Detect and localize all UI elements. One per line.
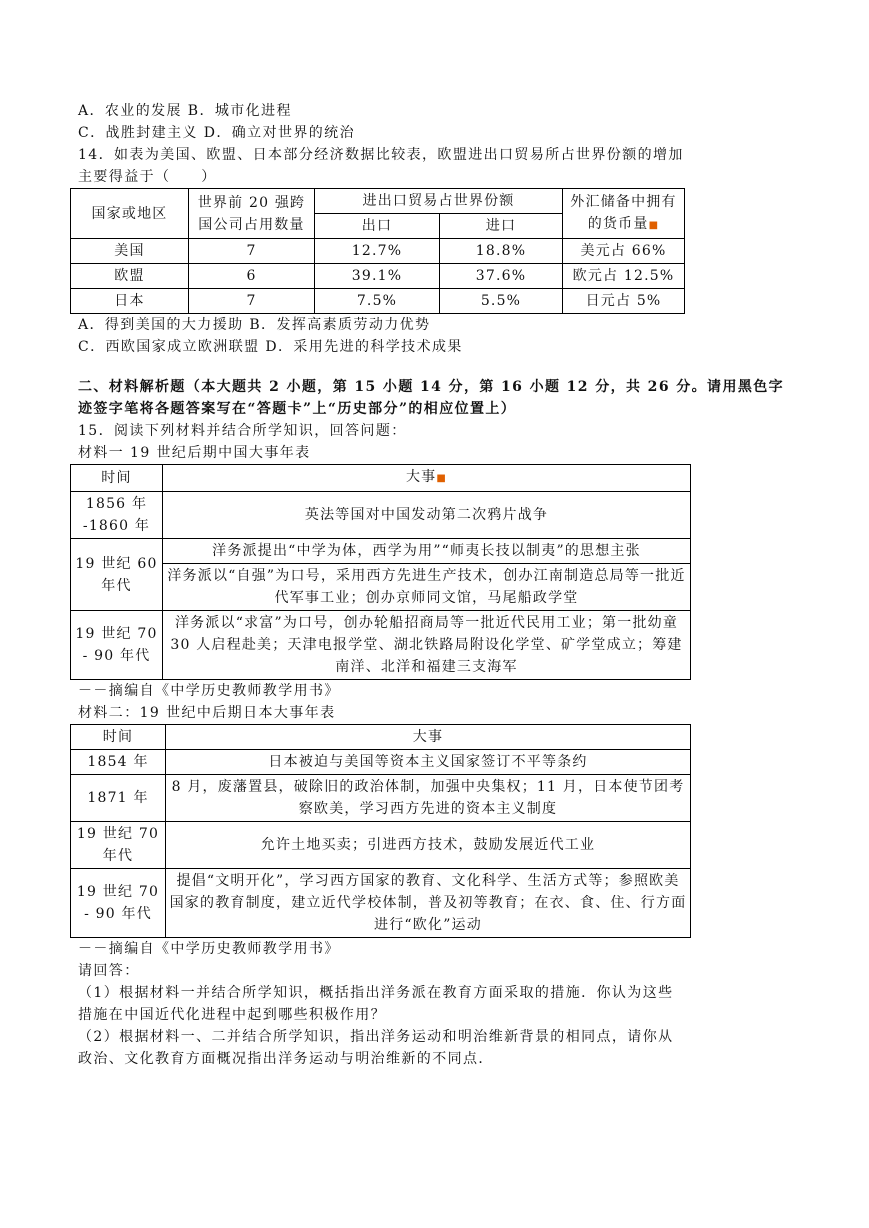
cell-event: 提倡“文明开化”，学习西方国家的教育、文化科学、生活方式等；参照欧美国家的教育制度，建立近代学校体制，普及初等教育；在衣、食、住、行方面进行“欧化”运动 xyxy=(166,869,691,938)
cell-time: 1854 年 xyxy=(71,750,166,775)
header-time: 时间 xyxy=(71,725,166,750)
header-trade-share: 进出口贸易占世界份额 xyxy=(315,189,563,214)
cell-time: 19 世纪 70 - 90 年代 xyxy=(71,611,163,680)
cell-reserve: 日元占 5% xyxy=(563,289,685,314)
header-reserve: 外汇储备中拥有的货币量■ xyxy=(563,189,685,239)
economic-data-table xyxy=(70,188,685,314)
cell-reserve: 美元占 66% xyxy=(563,239,685,264)
material-2-title: 材料二：19 世纪中后期日本大事年表 xyxy=(78,705,336,721)
table-row xyxy=(71,869,691,938)
cell-top20: 6 xyxy=(189,264,315,289)
cell-event: 8 月，废藩置县，破除旧的政治体制，加强中央集权；11 月，日本使节团考察欧美，学习西方先进的资本主义制度 xyxy=(166,775,691,822)
header-top20: 世界前 20 强跨国公司占用数量 xyxy=(189,189,315,239)
table-row xyxy=(71,775,691,822)
table-row xyxy=(71,750,691,775)
table-row xyxy=(71,239,685,264)
document-page xyxy=(75,100,798,1070)
table-row xyxy=(71,611,691,680)
cell-event: 英法等国对中国发动第二次鸦片战争 xyxy=(163,492,691,539)
header-region: 国家或地区 xyxy=(71,189,189,239)
cell-import: 18.8% xyxy=(440,239,563,264)
cell-event: 洋务派以“求富”为口号，创办轮船招商局等一批近代民用工业；第一批幼童 30 人启程赴美；天津电报学堂、湖北铁路局附设化学堂、矿学堂成立；筹建南洋、北洋和福建三支海军 xyxy=(163,611,691,680)
cell-export: 12.7% xyxy=(315,239,440,264)
cell-top20: 7 xyxy=(189,239,315,264)
header-import: 进口 xyxy=(440,214,563,239)
cell-event: 洋务派提出“中学为体，西学为用”“师夷长技以制夷”的思想主张 xyxy=(163,539,691,564)
source-note-1: －－摘编自《中学历史教师教学用书》 xyxy=(78,683,340,699)
cell-import: 37.6% xyxy=(440,264,563,289)
source-note-2: －－摘编自《中学历史教师教学用书》 xyxy=(78,941,340,957)
section-heading: 二、材料解析题（本大题共 2 小题，第 15 小题 14 分，第 16 小题 12 分，共 26 分。请用黑色字迹签字笔将各题答案写在“答题卡”上“历史部分”的相应位置上） xyxy=(78,379,785,417)
question-1-line-2: 措施在中国近代化进程中起到哪些积极作用？ xyxy=(78,1007,386,1023)
q14-option-line-1: A．得到美国的大力援助 B．发挥高素质劳动力优势 xyxy=(78,317,431,333)
japan-timeline-table xyxy=(70,724,691,938)
cell-export: 7.5% xyxy=(315,289,440,314)
table-row xyxy=(71,264,685,289)
question-2-line-1: （2）根据材料一、二并结合所学知识，指出洋务运动和明治维新背景的相同点，请你从 xyxy=(78,1029,674,1045)
cell-time: 19 世纪 70 - 90 年代 xyxy=(71,869,166,938)
cell-event: 允许土地买卖；引进西方技术，鼓励发展近代工业 xyxy=(166,822,691,869)
q15-stem: 15．阅读下列材料并结合所学知识，回答问题： xyxy=(78,423,407,439)
table-row xyxy=(71,822,691,869)
q13-option-line-1: A．农业的发展 B．城市化进程 xyxy=(78,103,292,119)
material-1-title: 材料一 19 世纪后期中国大事年表 xyxy=(78,445,311,461)
question-1-line-1: （1）根据材料一并结合所学知识，概括指出洋务派在教育方面采取的措施．你认为这些 xyxy=(78,985,674,1001)
cell-reserve: 欧元占 12.5% xyxy=(563,264,685,289)
cell-time: 19 世纪 70 年代 xyxy=(71,822,166,869)
table-row xyxy=(71,564,691,611)
table-row xyxy=(71,289,685,314)
cell-time: 1871 年 xyxy=(71,775,166,822)
header-time: 时间 xyxy=(71,465,163,492)
answer-prompt: 请回答： xyxy=(78,963,140,979)
china-timeline-table xyxy=(70,464,691,680)
cell-region: 日本 xyxy=(71,289,189,314)
cell-region: 欧盟 xyxy=(71,264,189,289)
header-export: 出口 xyxy=(315,214,440,239)
cell-top20: 7 xyxy=(189,289,315,314)
cell-import: 5.5% xyxy=(440,289,563,314)
q13-option-line-2: C．战胜封建主义 D．确立对世界的统治 xyxy=(78,125,355,141)
q14-option-line-2: C．西欧国家成立欧洲联盟 D．采用先进的科学技术成果 xyxy=(78,339,463,355)
header-event: 大事■ xyxy=(163,465,691,492)
cell-time: 1856 年 -1860 年 xyxy=(71,492,163,539)
header-event: 大事 xyxy=(166,725,691,750)
q14-stem-line-1: 14．如表为美国、欧盟、日本部分经济数据比较表，欧盟进出口贸易所占世界份额的增加 xyxy=(78,147,684,163)
cell-export: 39.1% xyxy=(315,264,440,289)
question-2-line-2: 政治、文化教育方面概况指出洋务运动与明治维新的不同点． xyxy=(78,1051,494,1067)
cell-event: 洋务派以“自强”为口号，采用西方先进生产技术，创办江南制造总局等一批近代军事工业；创办京师同文馆，马尾船政学堂 xyxy=(163,564,691,611)
table-row xyxy=(71,539,691,564)
table-row xyxy=(71,492,691,539)
cell-event: 日本被迫与美国等资本主义国家签订不平等条约 xyxy=(166,750,691,775)
q14-stem-line-2: 主要得益于（ ） xyxy=(78,169,217,185)
cell-region: 美国 xyxy=(71,239,189,264)
cell-time: 19 世纪 60 年代 xyxy=(71,539,163,611)
